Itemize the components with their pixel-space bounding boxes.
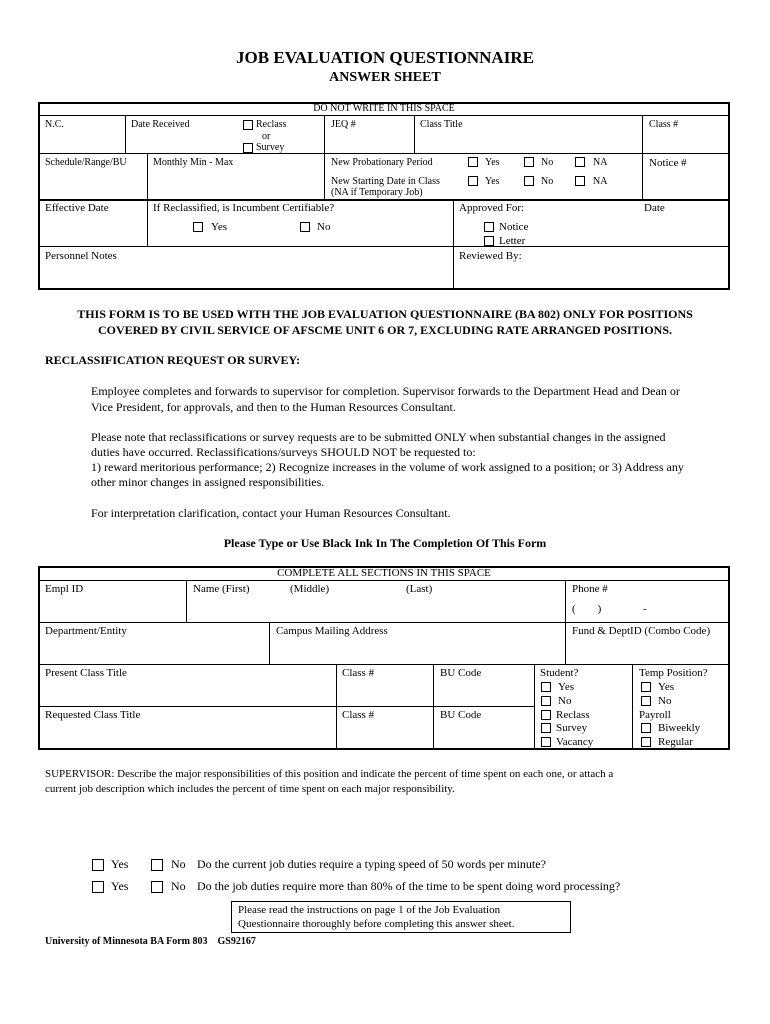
if-reclass-label: If Reclassified, is Incumbent Certifiable?: [153, 202, 335, 214]
q2-text: Do the job duties require more than 80% of the time to be spent doing word processing?: [197, 879, 621, 893]
supervisor-line-1: SUPERVISOR: Describe the major responsibilities of this position and indicate the percent of time spent on each one, or attach a: [45, 768, 614, 780]
q2-yes-label: Yes: [111, 879, 129, 893]
reclass-label: Reclass: [256, 119, 287, 130]
prob-na-label: NA: [593, 157, 608, 168]
student-yes-checkbox[interactable]: [541, 682, 551, 692]
date-label: Date: [644, 202, 665, 214]
note-line-2: Questionnaire thoroughly before completing this answer sheet.: [238, 918, 515, 930]
class-number-label: Class #: [649, 119, 679, 130]
survey-checkbox[interactable]: [243, 143, 253, 153]
q2-no-checkbox[interactable]: [151, 881, 163, 893]
para1-line2: Vice President, for approvals, and then to the Human Resources Consultant.: [91, 400, 456, 414]
q2-yes-checkbox[interactable]: [92, 881, 104, 893]
requested-bu-label: BU Code: [440, 709, 482, 721]
jeq-label: JEQ #: [331, 119, 356, 130]
q1-no-checkbox[interactable]: [151, 859, 163, 871]
prob-yes-checkbox[interactable]: [468, 157, 478, 167]
start-yes-checkbox[interactable]: [468, 176, 478, 186]
form-subtitle: ANSWER SHEET: [329, 70, 441, 85]
biweekly-checkbox[interactable]: [641, 723, 651, 733]
prob-na-checkbox[interactable]: [575, 157, 585, 167]
new-prob-label: New Probationary Period: [331, 157, 433, 168]
office-header: DO NOT WRITE IN THIS SPACE: [313, 103, 455, 114]
temp-label: Temp Position?: [639, 667, 708, 679]
present-title-label: Present Class Title: [45, 667, 127, 679]
supervisor-line-2: current job description which includes the percent of time spent on each major responsibility.: [45, 783, 455, 795]
regular-label: Regular: [658, 736, 693, 748]
start-na-label: NA: [593, 176, 608, 187]
student-no-label: No: [558, 695, 572, 707]
monthly-label: Monthly Min - Max: [153, 157, 234, 168]
notice-line-2: COVERED BY CIVIL SERVICE OF AFSCME UNIT 6 OR 7, EXCLUDING RATE ARRANGED POSITIONS.: [97, 323, 672, 337]
reclass-type-label: Reclass: [556, 709, 590, 721]
ink-note: Please Type or Use Black Ink In The Completion Of This Form: [223, 536, 547, 550]
effective-date-label: Effective Date: [45, 202, 109, 214]
regular-checkbox[interactable]: [641, 737, 651, 747]
survey-label: Survey: [256, 142, 285, 153]
form-title: JOB EVALUATION QUESTIONNAIRE: [236, 48, 534, 67]
temp-yes-checkbox[interactable]: [641, 682, 651, 692]
certifiable-yes-label: Yes: [211, 221, 228, 233]
fund-label: Fund & DeptID (Combo Code): [572, 625, 711, 637]
letter-label: Letter: [499, 235, 526, 247]
department-label: Department/Entity: [45, 625, 127, 637]
survey-type-checkbox[interactable]: [541, 723, 551, 733]
certifiable-no-checkbox[interactable]: [300, 222, 310, 232]
requested-class-label: Class #: [342, 709, 375, 721]
q1-no-label: No: [171, 857, 186, 871]
q2-no-label: No: [171, 879, 186, 893]
notice-label: Notice: [499, 221, 529, 233]
schedule-label: Schedule/Range/BU: [45, 157, 127, 168]
para2-line1: Please note that reclassifications or survey requests are to be submitted ONLY when substantial changes in the assigned: [91, 430, 666, 444]
name-middle-label: (Middle): [290, 583, 330, 595]
para2-line4: other minor changes in assigned responsibilities.: [91, 475, 325, 489]
para3: For interpretation clarification, contact your Human Resources Consultant.: [91, 506, 451, 520]
para1-line1: Employee completes and forwards to supervisor for completion. Supervisor forwards to the Department Head and Dean or: [91, 384, 680, 398]
requested-title-label: Requested Class Title: [45, 709, 141, 721]
prob-no-checkbox[interactable]: [524, 157, 534, 167]
date-received-label: Date Received: [131, 119, 190, 130]
new-start-label: New Starting Date in Class: [331, 176, 440, 187]
reviewed-by-label: Reviewed By:: [459, 250, 522, 262]
phone-dash: -: [643, 603, 647, 615]
reclass-type-checkbox[interactable]: [541, 710, 551, 720]
reclass-checkbox[interactable]: [243, 120, 253, 130]
or-label: or: [262, 131, 271, 142]
name-first-label: Name (First): [193, 583, 250, 595]
present-class-label: Class #: [342, 667, 375, 679]
empl-id-label: Empl ID: [45, 583, 84, 595]
personnel-notes-label: Personnel Notes: [45, 250, 117, 262]
new-start-sub-label: (NA if Temporary Job): [331, 187, 423, 198]
student-no-checkbox[interactable]: [541, 696, 551, 706]
notice-number-label: Notice #: [649, 157, 687, 169]
temp-yes-label: Yes: [658, 681, 675, 693]
campus-address-label: Campus Mailing Address: [276, 625, 388, 637]
note-line-1: Please read the instructions on page 1 of the Job Evaluation: [238, 904, 501, 916]
reclass-heading: RECLASSIFICATION REQUEST OR SURVEY:: [45, 353, 301, 367]
para2-line3: 1) reward meritorious performance; 2) Recognize increases in the volume of work assigned to a position; or 3) Address any: [91, 460, 684, 474]
payroll-label: Payroll: [639, 709, 671, 721]
q1-yes-label: Yes: [111, 857, 129, 871]
vacancy-type-checkbox[interactable]: [541, 737, 551, 747]
temp-no-checkbox[interactable]: [641, 696, 651, 706]
start-no-checkbox[interactable]: [524, 176, 534, 186]
certifiable-yes-checkbox[interactable]: [193, 222, 203, 232]
q1-yes-checkbox[interactable]: [92, 859, 104, 871]
q1-text: Do the current job duties require a typing speed of 50 words per minute?: [197, 857, 546, 871]
present-bu-label: BU Code: [440, 667, 482, 679]
phone-area: ( ): [572, 603, 602, 615]
class-title-label: Class Title: [420, 119, 463, 130]
para2-line2: duties have occurred. Reclassifications/surveys SHOULD NOT be requested to:: [91, 445, 476, 459]
phone-label: Phone #: [572, 583, 608, 595]
certifiable-no-label: No: [317, 221, 331, 233]
notice-line-1: THIS FORM IS TO BE USED WITH THE JOB EVALUATION QUESTIONNAIRE (BA 802) ONLY FOR POSITIONS: [77, 307, 693, 321]
notice-checkbox[interactable]: [484, 222, 494, 232]
survey-type-label: Survey: [556, 722, 588, 734]
prob-no-label: No: [541, 157, 554, 168]
form-footer: University of Minnesota BA Form 803 GS92167: [45, 936, 256, 947]
student-yes-label: Yes: [558, 681, 575, 693]
biweekly-label: Biweekly: [658, 722, 701, 734]
letter-checkbox[interactable]: [484, 236, 494, 246]
employee-header: COMPLETE ALL SECTIONS IN THIS SPACE: [277, 567, 491, 579]
start-no-label: No: [541, 176, 554, 187]
prob-yes-label: Yes: [485, 157, 500, 168]
nc-label: N.C.: [45, 119, 64, 130]
approved-for-label: Approved For:: [459, 202, 525, 214]
student-label: Student?: [540, 667, 579, 679]
start-yes-label: Yes: [485, 176, 500, 187]
name-last-label: (Last): [406, 583, 433, 595]
temp-no-label: No: [658, 695, 672, 707]
vacancy-type-label: Vacancy: [556, 736, 594, 748]
start-na-checkbox[interactable]: [575, 176, 585, 186]
